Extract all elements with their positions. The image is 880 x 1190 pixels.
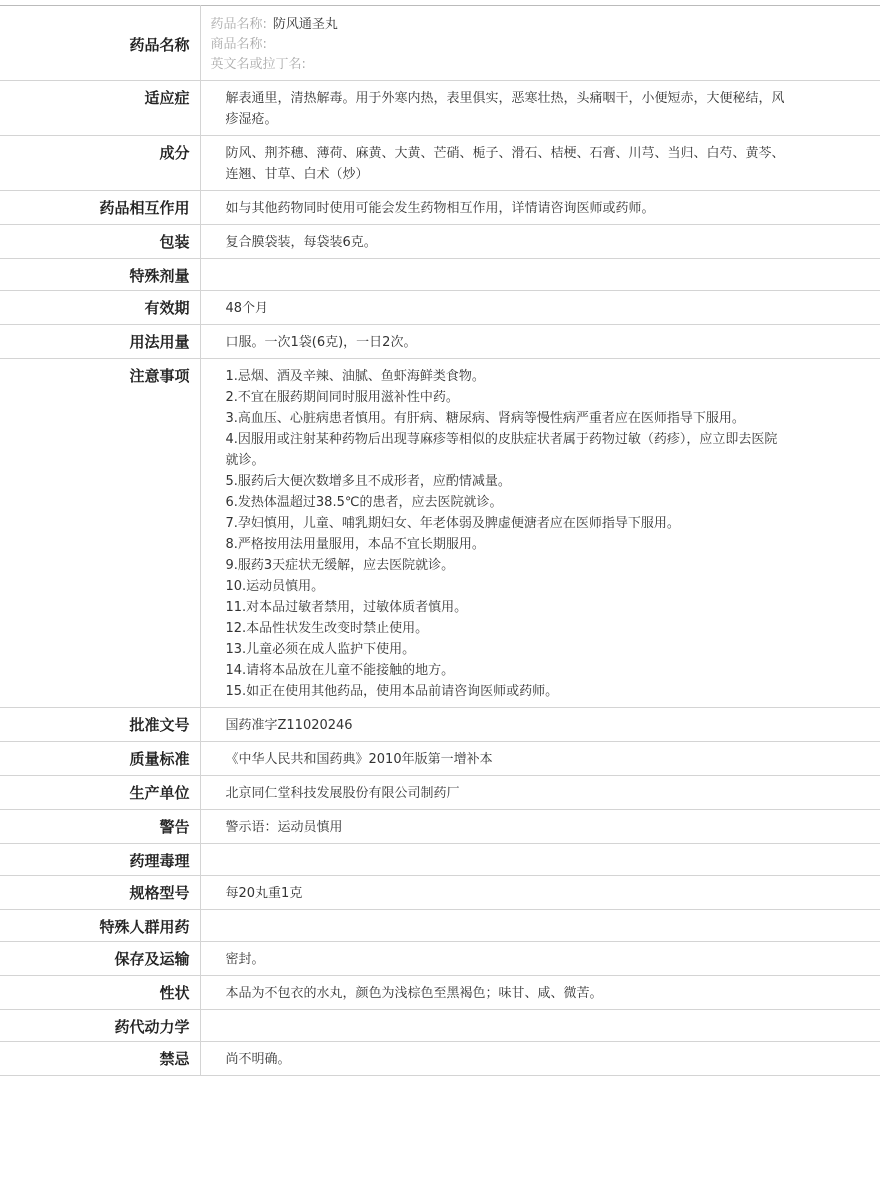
row-description [0, 976, 880, 1010]
value-pharmacology [200, 844, 880, 876]
label-contraindications: 禁忌 [0, 1042, 200, 1076]
label-ingredients: 成分 [0, 136, 200, 191]
label-special-dosage: 特殊剂量 [0, 259, 200, 291]
label-dosage: 用法用量 [0, 325, 200, 359]
value-approval-number: 国药准字Z11020246 [200, 708, 880, 742]
value-ingredients: 防风、荆芥穗、薄荷、麻黄、大黄、芒硝、栀子、滑石、桔梗、石膏、川芎、当归、白芍、黄芩、连翘、甘草、白术（炒） [200, 136, 880, 191]
label-storage: 保存及运输 [0, 942, 200, 976]
value-description: 本品为不包衣的水丸，颜色为浅棕色至黑褐色；味甘、咸、微苦。 [200, 976, 880, 1010]
precaution-item: 12.本品性状发生改变时禁止使用。 [225, 621, 429, 636]
row-special-dosage [0, 259, 880, 291]
precaution-item: 13.儿童必须在成人监护下使用。 [225, 642, 416, 657]
row-packaging [0, 225, 880, 259]
precaution-item: 6.发热体温超过38.5℃的患者，应去医院就诊。 [225, 495, 503, 510]
row-quality-standard [0, 742, 880, 776]
label-special-population: 特殊人群用药 [0, 910, 200, 942]
value-packaging: 复合膜袋装，每袋装6克。 [200, 225, 880, 259]
value-drug-name [200, 6, 880, 81]
label-shelf-life: 有效期 [0, 291, 200, 325]
label-pharmacology: 药理毒理 [0, 844, 200, 876]
precaution-item: 1.忌烟、酒及辛辣、油腻、鱼虾海鲜类食物。 [225, 369, 485, 384]
precaution-item: 15.如正在使用其他药品，使用本品前请咨询医师或药师。 [225, 684, 559, 699]
value-precautions [200, 359, 880, 708]
row-approval-number [0, 708, 880, 742]
label-quality-standard: 质量标准 [0, 742, 200, 776]
precaution-item: 4.因服用或注射某种药物后出现荨麻疹等相似的皮肤症状者属于药物过敏（药疹），应立即去医院就诊。 [225, 432, 778, 468]
precaution-item: 7.孕妇慎用，儿童、哺乳期妇女、年老体弱及脾虚便溏者应在医师指导下服用。 [225, 516, 680, 531]
row-shelf-life [0, 291, 880, 325]
row-specification [0, 876, 880, 910]
precaution-item: 11.对本品过敏者禁用，过敏体质者慎用。 [225, 600, 468, 615]
row-manufacturer [0, 776, 880, 810]
label-approval-number: 批准文号 [0, 708, 200, 742]
trade-name-line [211, 35, 791, 55]
label-drug-name: 药品名称 [0, 6, 200, 81]
label-specification: 规格型号 [0, 876, 200, 910]
value-dosage: 口服。一次1袋(6克)，一日2次。 [200, 325, 880, 359]
label-packaging: 包装 [0, 225, 200, 259]
precaution-item: 8.严格按用法用量服用，本品不宜长期服用。 [225, 537, 485, 552]
label-interactions: 药品相互作用 [0, 191, 200, 225]
label-pharmacokinetics: 药代动力学 [0, 1010, 200, 1042]
latin-name-line [211, 55, 791, 75]
value-storage: 密封。 [200, 942, 880, 976]
row-special-population [0, 910, 880, 942]
value-warning: 警示语：运动员慎用 [200, 810, 880, 844]
label-indications: 适应症 [0, 81, 200, 136]
value-interactions: 如与其他药物同时使用可能会发生药物相互作用，详情请咨询医师或药师。 [200, 191, 880, 225]
row-indications [0, 81, 880, 136]
label-warning: 警告 [0, 810, 200, 844]
row-interactions [0, 191, 880, 225]
generic-name-line [211, 15, 791, 35]
value-manufacturer: 北京同仁堂科技发展股份有限公司制药厂 [200, 776, 880, 810]
generic-name-key: 药品名称: [210, 17, 267, 32]
row-ingredients [0, 136, 880, 191]
row-contraindications [0, 1042, 880, 1076]
precaution-item: 14.请将本品放在儿童不能接触的地方。 [225, 663, 455, 678]
value-special-dosage [200, 259, 880, 291]
trade-name-key: 商品名称: [210, 37, 267, 52]
precaution-item: 2.不宜在服药期间同时服用滋补性中药。 [225, 390, 459, 405]
row-drug-name [0, 6, 880, 81]
row-dosage [0, 325, 880, 359]
label-precautions: 注意事项 [0, 359, 200, 708]
label-description: 性状 [0, 976, 200, 1010]
row-pharmacology [0, 844, 880, 876]
precaution-item: 3.高血压、心脏病患者慎用。有肝病、糖尿病、肾病等慢性病严重者应在医师指导下服用。 [225, 411, 745, 426]
value-special-population [200, 910, 880, 942]
value-specification: 每20丸重1克 [200, 876, 880, 910]
value-contraindications: 尚不明确。 [200, 1042, 880, 1076]
latin-name-key: 英文名或拉丁名: [210, 57, 306, 72]
precaution-item: 9.服药3天症状无缓解，应去医院就诊。 [225, 558, 455, 573]
row-storage [0, 942, 880, 976]
value-indications: 解表通里，清热解毒。用于外寒内热，表里俱实，恶寒壮热，头痛咽干，小便短赤，大便秘结，风疹湿疮。 [200, 81, 880, 136]
precaution-item: 5.服药后大便次数增多且不成形者，应酌情减量。 [225, 474, 511, 489]
value-shelf-life: 48个月 [200, 291, 880, 325]
row-precautions [0, 359, 880, 708]
value-pharmacokinetics [200, 1010, 880, 1042]
drug-info-table [0, 5, 880, 1076]
generic-name-value: 防风通圣丸 [272, 17, 338, 32]
value-quality-standard: 《中华人民共和国药典》2010年版第一增补本 [200, 742, 880, 776]
label-manufacturer: 生产单位 [0, 776, 200, 810]
precaution-item: 10.运动员慎用。 [225, 579, 325, 594]
row-warning [0, 810, 880, 844]
row-pharmacokinetics [0, 1010, 880, 1042]
